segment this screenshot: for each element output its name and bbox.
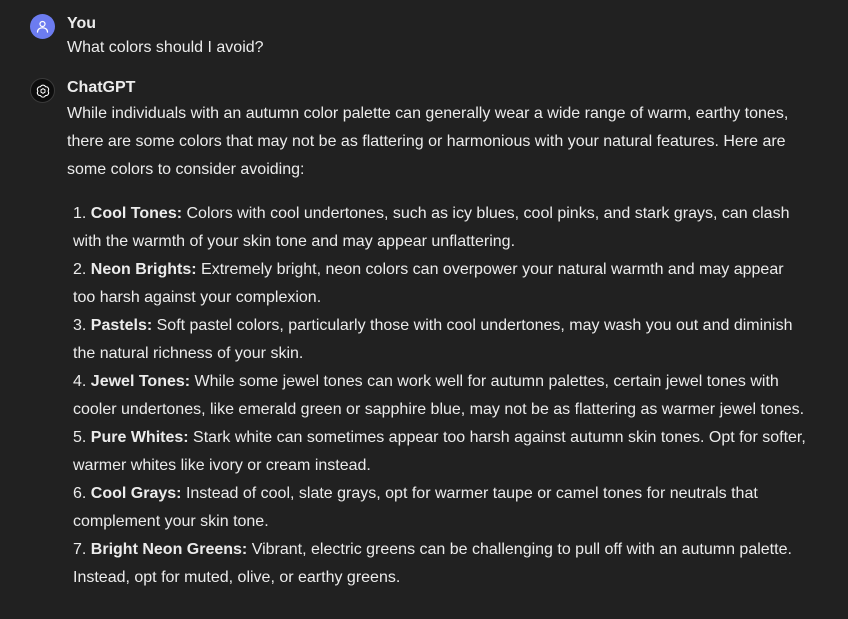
assistant-intro-text: While individuals with an autumn color palette can generally wear a wide range of warm, earthy tones, there are some colors that may not be as flattering or harmonious with your natural features. Here are some colors to consider avoiding: [67,105,789,178]
list-item-title: Pure Whites: [90,429,189,446]
list-item-text: Colors with cool undertones, such as icy blues, cool pinks, and stark grays, can clash with the warmth of your skin tone and may appear unflattering. [73,205,790,250]
list-item-number: 2. [73,261,87,278]
list-item-number: 3. [73,317,87,334]
list-item [73,256,807,312]
list-item-title: Pastels: [90,317,153,334]
list-item [73,480,807,536]
avoid-colors-list [67,200,807,592]
list-item-text: Extremely bright, neon colors can overpower your natural warmth and may appear too harsh against your complexion. [73,261,784,306]
list-item [73,536,807,592]
list-item-number: 4. [73,373,87,390]
list-item-number: 6. [73,485,87,502]
list-item-number: 5. [73,429,87,446]
list-item-title: Cool Tones: [90,205,183,222]
list-item-text: Instead of cool, slate grays, opt for warmer taupe or camel tones for neutrals that complement your skin tone. [73,485,758,530]
user-avatar-icon [30,14,55,39]
list-item [73,368,807,424]
assistant-message [30,78,828,592]
list-item [73,424,807,480]
user-author-name: You [67,15,97,32]
list-item [73,200,807,256]
assistant-author-name: ChatGPT [67,79,136,96]
user-message-text: What colors should I avoid? [67,39,264,56]
list-item [73,312,807,368]
list-item-number: 1. [73,205,87,222]
list-item-text: Soft pastel colors, particularly those with cool undertones, may wash you out and diminish the natural richness of your skin. [73,317,793,362]
openai-logo-icon [30,78,55,103]
list-item-text: Stark white can sometimes appear too harsh against autumn skin tones. Opt for softer, warmer whites like ivory or cream instead. [73,429,806,474]
user-message [30,14,828,60]
list-item-text: Vibrant, electric greens can be challenging to pull off with an autumn palette. Instead, opt for muted, olive, or earthy greens. [73,541,792,586]
list-item-title: Bright Neon Greens: [90,541,248,558]
list-item-text: While some jewel tones can work well for autumn palettes, certain jewel tones with cooler undertones, like emerald green or sapphire blue, may not be as flattering as warmer jewel tones. [73,373,805,418]
list-item-title: Cool Grays: [90,485,182,502]
list-item-title: Jewel Tones: [90,373,191,390]
list-item-title: Neon Brights: [90,261,197,278]
list-item-number: 7. [73,541,87,558]
